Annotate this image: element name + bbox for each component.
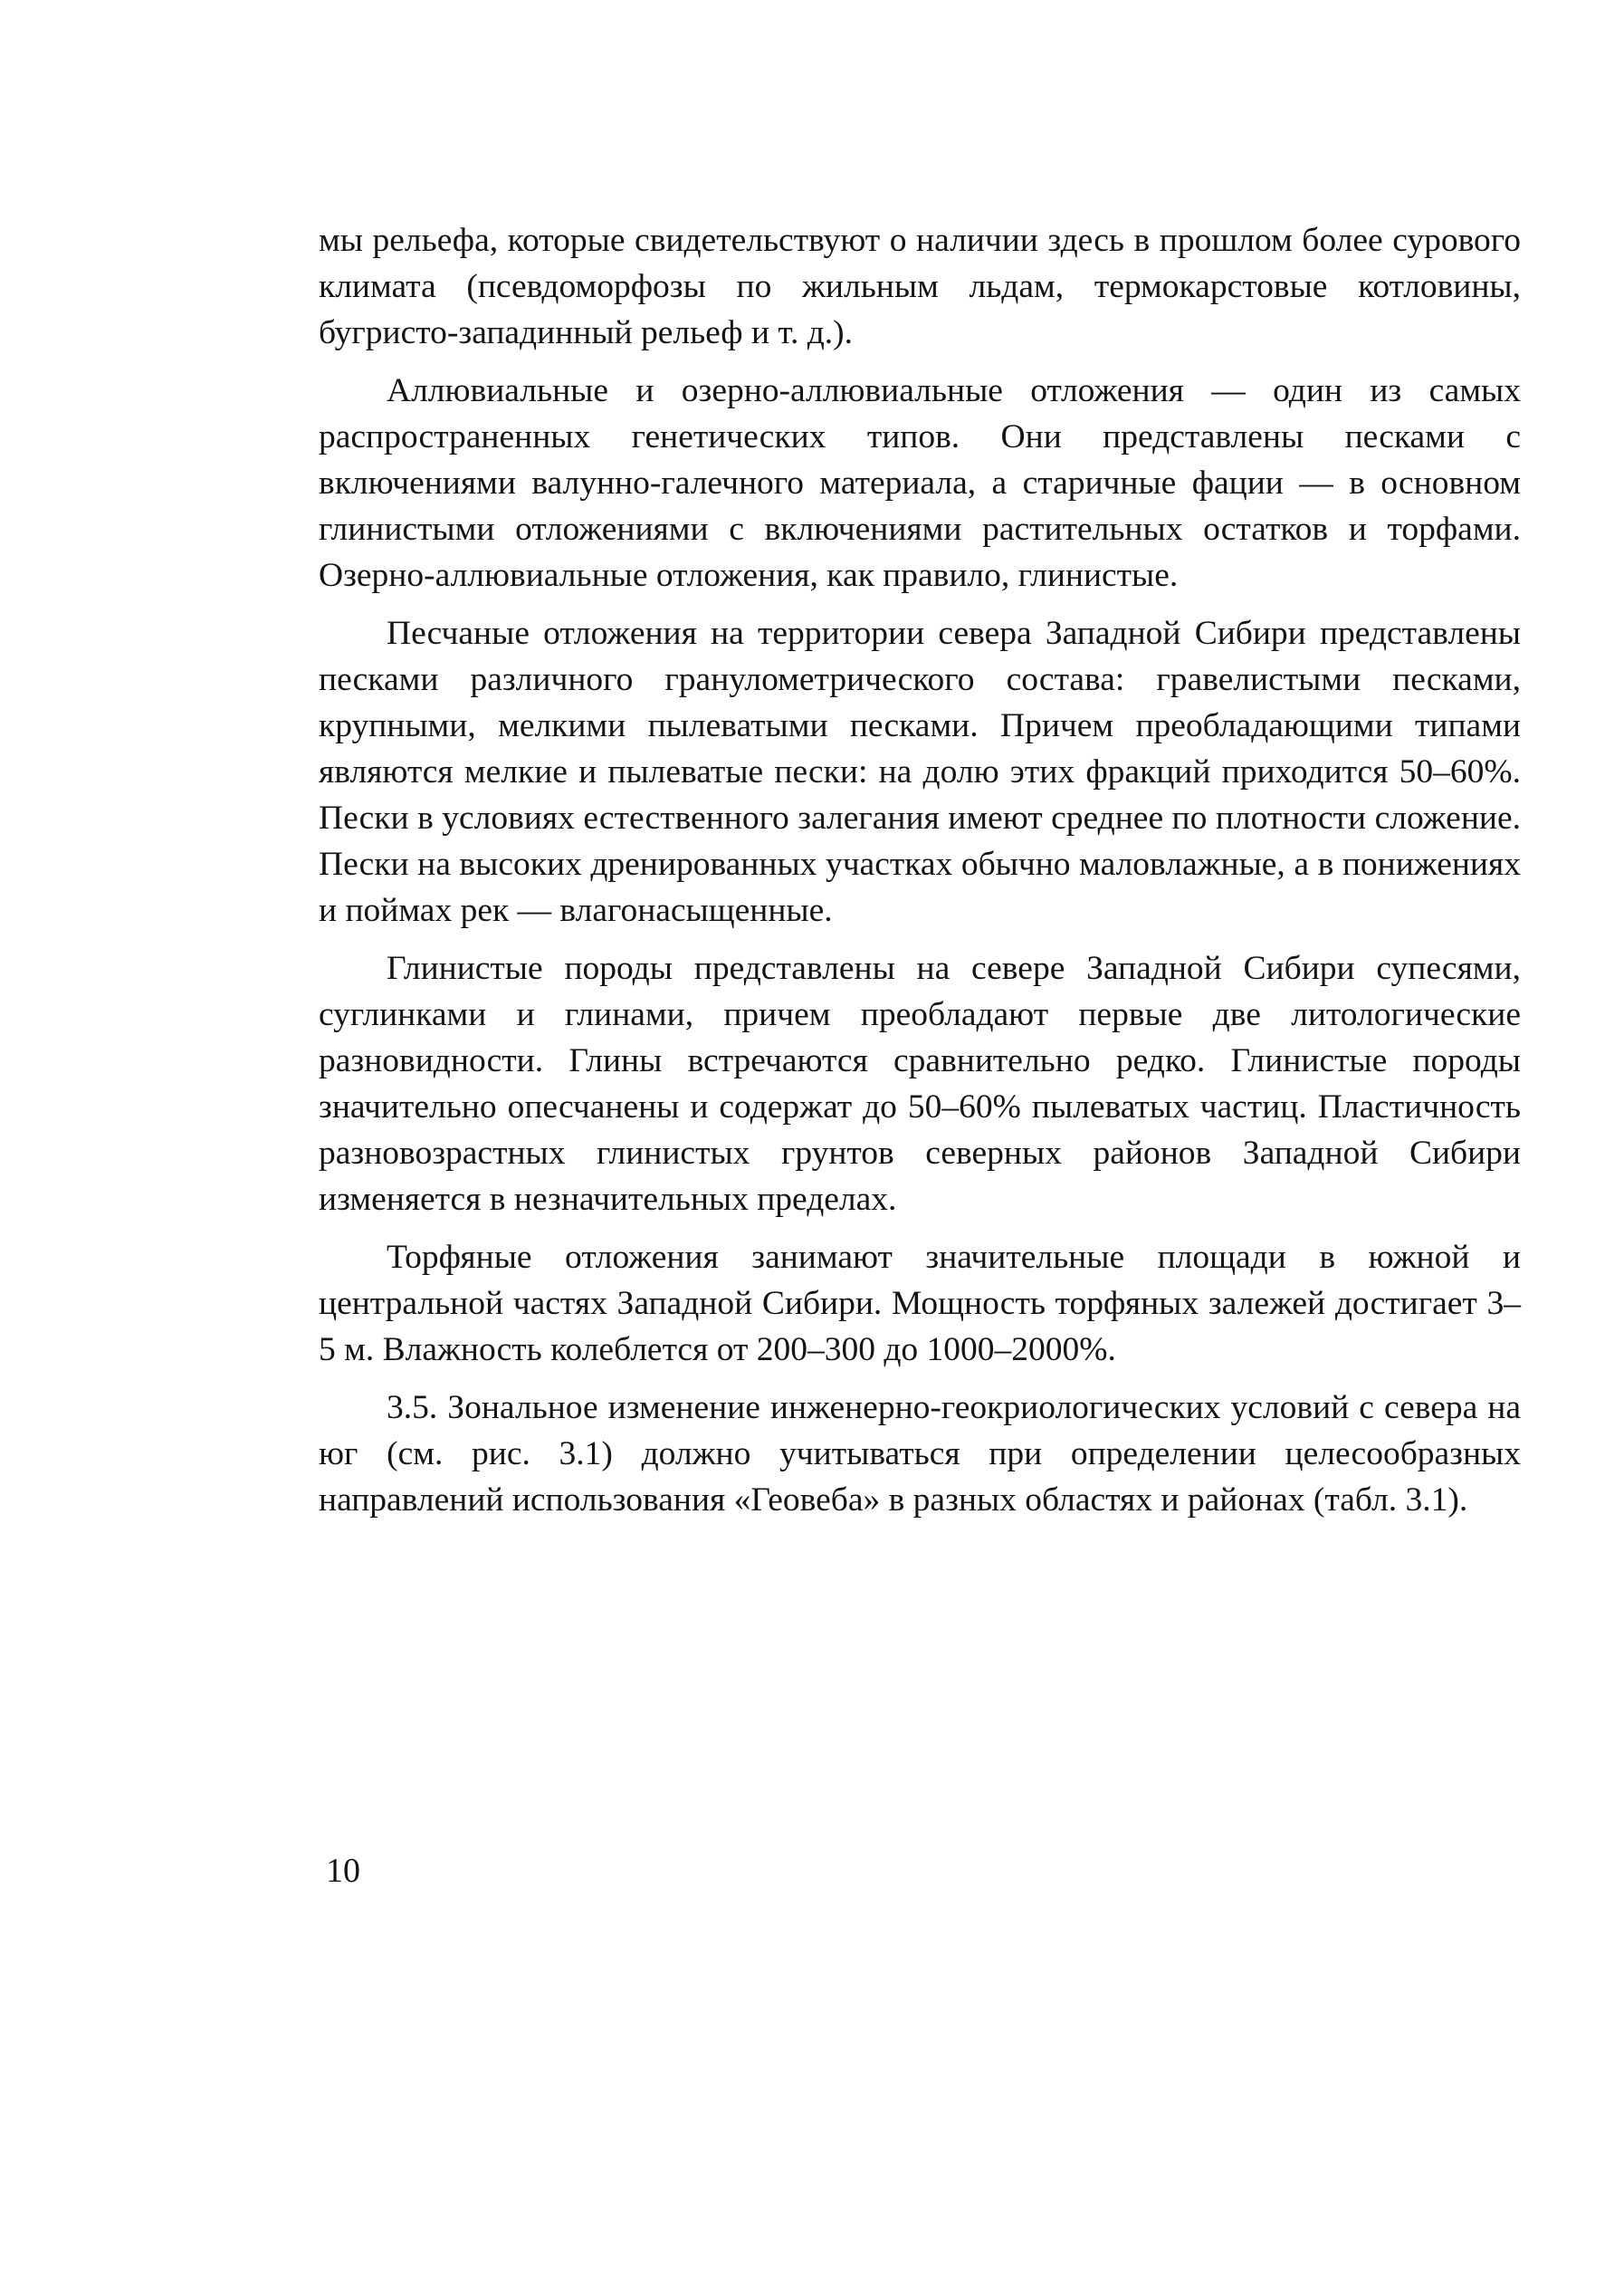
paragraph-clay: Глинистые породы представлены на севере Западной Сибири супесями, суглинками и глинами, причем преобладают первые две литологические разновидности. Глины встречаются сравнительно редко. Глинистые породы значительно опесчанены и содержат до 50–60% пылеватых частиц. Пластичность разновозрастных глинистых грунтов северных районов Западной Сибири изменяется в незначительных пределах. <box>319 950 1521 1218</box>
paragraph-alluvial: Аллювиальные и озерно-аллювиальные отложения — один из самых распространенных генетических типов. Они представлены песками с включениями валунно-галечного материала, а старичные фации — в основном глинистыми отложениями с включениями растительных остатков и торфами. Озерно-аллювиальные отложения, как правило, глинистые. <box>319 372 1521 594</box>
paragraph-sandy: Песчаные отложения на территории севера Западной Сибири представлены песками различного гранулометрического состава: гравелистыми песками, крупными, мелкими пылеватыми песками. Причем преобладающими типами являются мелкие и пылеватые пески: на долю этих фракций приходится 50–60%. Пески в условиях естественного залегания имеют среднее по плотности сложение. Пески на высоких дренированных участках обычно маловлажные, а в понижениях и поймах рек — влагонасыщенные. <box>319 615 1521 929</box>
paragraph-peat: Торфяные отложения занимают значительные площади в южной и центральной частях Западной Сибири. Мощность торфяных залежей достигает 3–5 м. Влажность колеблется от 200–300 до 1000–2000%. <box>319 1239 1521 1368</box>
paragraph-continuation: мы рельефа, которые свидетельствуют о наличии здесь в прошлом более сурового климата (псевдоморфозы по жильным льдам, термокарстовые котловины, бугристо-западинный рельеф и т. д.). <box>319 222 1521 351</box>
paragraph-zonal-change: 3.5. Зональное изменение инженерно-геокриологических условий с севера на юг (см. рис. 3.1) должно учитываться при определении целесообразных направлений использования «Геовеба» в разных областях и районах (табл. 3.1). <box>319 1389 1521 1519</box>
body-text <box>319 217 1521 1535</box>
page-number: 10 <box>326 1852 360 1890</box>
